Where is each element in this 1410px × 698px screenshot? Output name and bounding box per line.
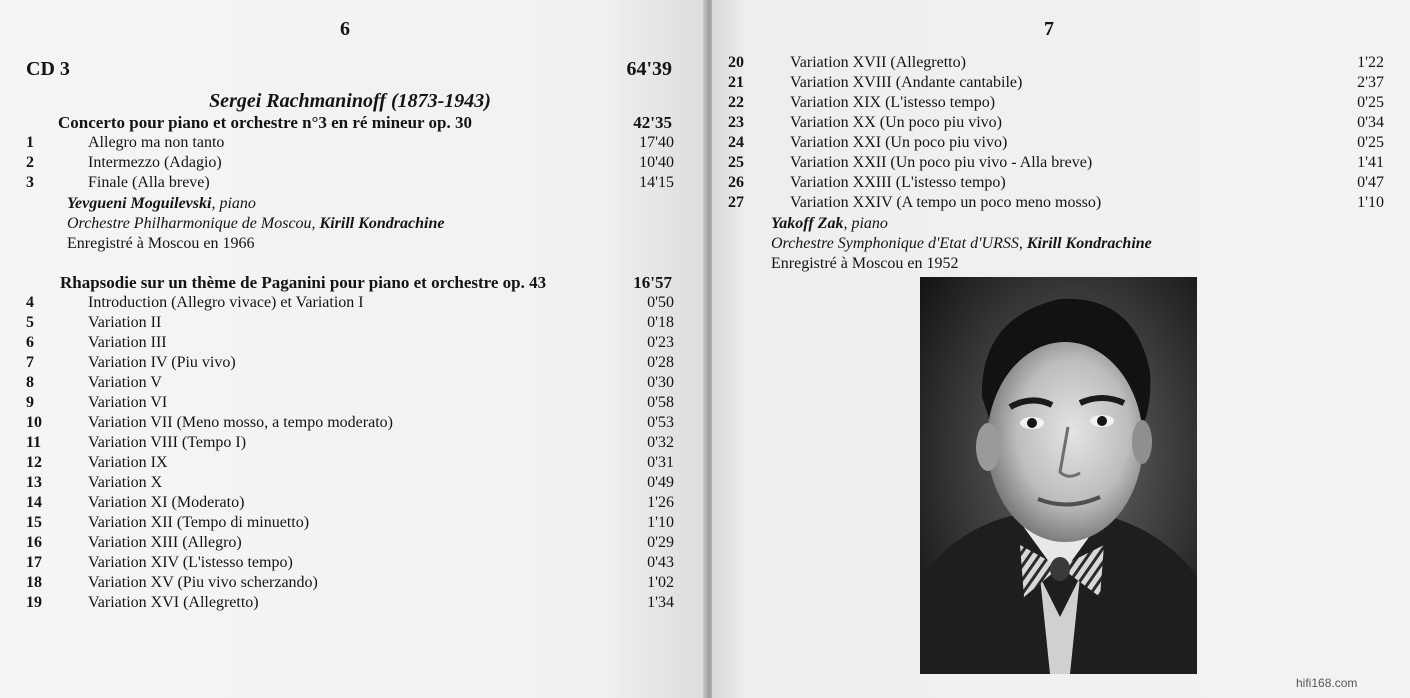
track-number: 3 [26,174,34,191]
track-row [26,373,674,393]
track-title: Variation III [88,334,167,351]
track-title: Variation XIII (Allegro) [88,534,242,551]
track-row [26,353,674,373]
track-duration: 1'34 [647,594,674,611]
track-title: Allegro ma non tanto [88,134,225,151]
left-page-number: 6 [340,18,350,40]
track-row [728,73,1384,93]
track-row [728,193,1384,213]
recording-info: Enregistré à Moscou en 1952 [771,255,959,272]
track-duration: 0'43 [647,554,674,571]
track-row [728,93,1384,113]
right-page-number: 7 [1044,18,1054,40]
track-number: 15 [26,514,42,531]
orchestra-name: Orchestre Symphonique d'Etat d'URSS, [771,235,1027,252]
composer-heading: Sergei Rachmaninoff (1873-1943) [209,90,491,112]
track-number: 10 [26,414,42,431]
track-title: Variation XXI (Un poco piu vivo) [790,134,1008,151]
track-row [26,313,674,333]
track-number: 1 [26,134,34,151]
track-title: Variation IV (Piu vivo) [88,354,236,371]
track-number: 7 [26,354,34,371]
track-title: Variation XVIII (Andante cantabile) [790,74,1023,91]
track-title: Variation XIV (L'istesso tempo) [88,554,293,571]
track-duration: 0'29 [647,534,674,551]
track-row [26,513,674,533]
track-duration: 0'58 [647,394,674,411]
track-number: 16 [26,534,42,551]
track-number: 11 [26,434,42,451]
track-title: Variation XVI (Allegretto) [88,594,259,611]
orchestra-line [67,214,444,234]
track-number: 14 [26,494,42,511]
track-row [26,153,674,173]
track-title: Variation X [88,474,163,491]
track-number: 8 [26,374,34,391]
conductor-name: Kirill Kondrachine [1026,235,1152,252]
track-row [728,113,1384,133]
work-duration-concerto: 42'35 [633,113,672,132]
track-title: Variation XII (Tempo di minuetto) [88,514,310,531]
track-duration: 1'22 [1357,54,1384,71]
track-title: Variation XXIII (L'istesso tempo) [790,174,1006,191]
track-number: 17 [26,554,42,571]
track-row [728,133,1384,153]
track-duration: 0'47 [1357,174,1384,191]
performer-name: Yakoff Zak [771,215,844,232]
track-number: 6 [26,334,34,351]
track-number: 21 [728,74,744,91]
track-duration: 1'41 [1357,154,1384,171]
cd-label: CD 3 [26,58,70,80]
work-title-concerto: Concerto pour piano et orchestre n°3 en ré mineur op. 30 [58,113,472,132]
track-duration: 0'34 [1357,114,1384,131]
track-title: Variation XVII (Allegretto) [790,54,966,71]
track-duration: 0'23 [647,334,674,351]
track-row [26,493,674,513]
orchestra-name: Orchestre Philharmonique de Moscou, [67,215,320,232]
track-number: 27 [728,194,744,211]
performer-line [67,194,444,214]
track-row [26,393,674,413]
performer-name: Yevgueni Moguilevski [67,195,212,212]
track-title: Variation IX [88,454,168,471]
track-number: 22 [728,94,744,111]
track-duration: 0'50 [647,294,674,311]
track-number: 24 [728,134,744,151]
work-duration-rhapsody: 16'57 [633,273,672,292]
track-row [26,333,674,353]
cd-total-duration: 64'39 [626,58,672,80]
track-row [728,53,1384,73]
track-duration: 0'53 [647,414,674,431]
track-row [26,293,674,313]
track-title: Variation VI [88,394,168,411]
track-duration: 17'40 [639,134,674,151]
work-title-rhapsody: Rhapsodie sur un thème de Paganini pour piano et orchestre op. 43 [60,273,547,292]
recording-info: Enregistré à Moscou en 1966 [67,235,255,252]
track-duration: 2'37 [1357,74,1384,91]
track-duration: 0'49 [647,474,674,491]
track-title: Variation VIII (Tempo I) [88,434,247,451]
track-title: Intermezzo (Adagio) [88,154,222,171]
track-duration: 1'10 [1357,194,1384,211]
track-title: Variation XIX (L'istesso tempo) [790,94,996,111]
track-row [26,573,674,593]
track-number: 19 [26,594,42,611]
track-number: 23 [728,114,744,131]
track-title: Finale (Alla breve) [88,174,210,191]
performer-role: , piano [843,215,888,232]
concerto-credits [67,194,444,254]
performer-role: , piano [211,195,256,212]
track-number: 20 [728,54,744,71]
track-duration: 1'26 [647,494,674,511]
track-duration: 10'40 [639,154,674,171]
track-title: Variation II [88,314,162,331]
conductor-name: Kirill Kondrachine [319,215,445,232]
track-number: 25 [728,154,744,171]
track-number: 2 [26,154,34,171]
track-row [26,173,674,193]
track-duration: 0'28 [647,354,674,371]
track-number: 4 [26,294,34,311]
rhapsody-credits [771,214,1152,274]
track-duration: 0'30 [647,374,674,391]
track-number: 12 [26,454,42,471]
track-row [26,533,674,553]
track-duration: 0'18 [647,314,674,331]
track-title: Variation XV (Piu vivo scherzando) [88,574,318,591]
track-number: 13 [26,474,42,491]
site-watermark: hifi168.com [1296,676,1358,690]
track-title: Variation XXIV (A tempo un poco meno mosso) [790,194,1102,211]
track-row [26,473,674,493]
track-row [728,173,1384,193]
track-number: 18 [26,574,42,591]
track-title: Variation V [88,374,162,391]
track-number: 26 [728,174,744,191]
track-number: 9 [26,394,34,411]
track-title: Variation XI (Moderato) [88,494,245,511]
performer-line [771,214,1152,234]
track-duration: 14'15 [639,174,674,191]
track-title: Variation XXII (Un poco piu vivo - Alla breve) [790,154,1093,171]
track-number: 5 [26,314,34,331]
track-duration: 0'25 [1357,134,1384,151]
track-duration: 1'02 [647,574,674,591]
orchestra-line [771,234,1152,254]
track-title: Variation XX (Un poco piu vivo) [790,114,1002,131]
pianist-portrait-photo [920,277,1197,674]
track-row [26,433,674,453]
track-duration: 1'10 [647,514,674,531]
track-title: Introduction (Allegro vivace) et Variation I [88,294,364,311]
right-page [712,0,1410,698]
track-row [26,593,674,613]
track-duration: 0'25 [1357,94,1384,111]
track-row [26,453,674,473]
track-row [728,153,1384,173]
track-row [26,553,674,573]
track-duration: 0'32 [647,434,674,451]
track-title: Variation VII (Meno mosso, a tempo moderato) [88,414,393,431]
track-row [26,413,674,433]
track-duration: 0'31 [647,454,674,471]
track-row [26,133,674,153]
portrait-image [920,277,1197,674]
